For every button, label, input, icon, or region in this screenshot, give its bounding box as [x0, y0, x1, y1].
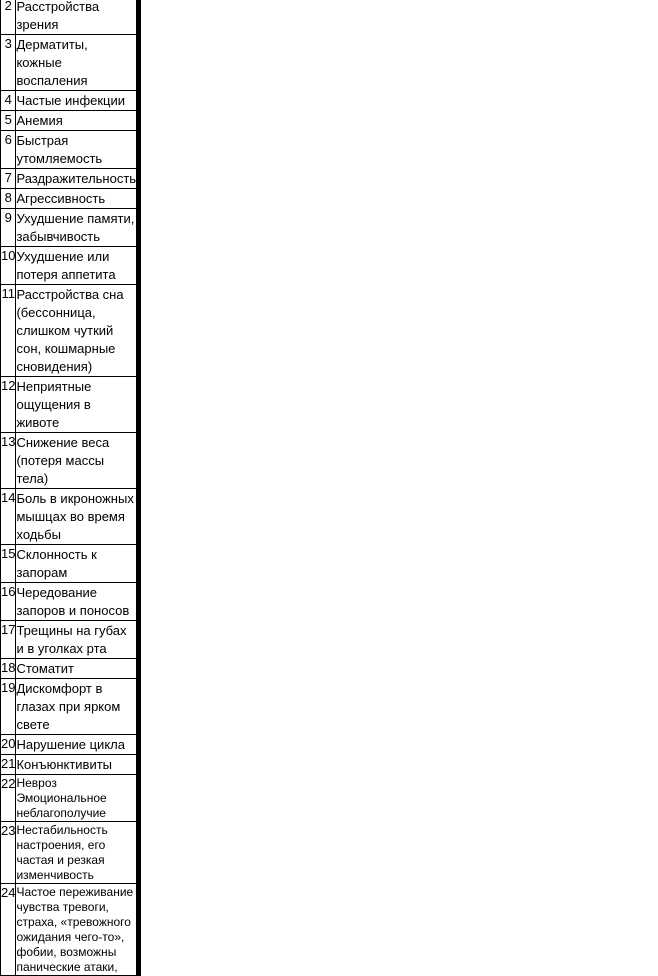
- answer-cell[interactable]: [140, 433, 141, 489]
- answer-cell[interactable]: [140, 583, 141, 621]
- answer-cell[interactable]: [140, 111, 141, 131]
- row-number: 4: [1, 91, 16, 111]
- table-row: [1, 247, 141, 285]
- symptom-cell: Невроз Эмоциональное неблагополучие: [16, 775, 137, 822]
- symptom-cell: Неприятные ощущения в животе: [16, 377, 137, 433]
- row-number: 20: [1, 735, 16, 755]
- answer-cell[interactable]: [140, 659, 141, 679]
- table-row: [1, 659, 141, 679]
- table-row: [1, 735, 141, 755]
- answer-cell[interactable]: [140, 35, 141, 91]
- answer-cell[interactable]: [140, 621, 141, 659]
- table-row: [1, 35, 141, 91]
- row-number: 6: [1, 131, 16, 169]
- table-row: [1, 822, 141, 884]
- table-row: [1, 111, 141, 131]
- row-number: 16: [1, 583, 16, 621]
- symptom-cell: Расстройства сна (бессонница, слишком чуткий сон, кошмарные сновидения): [16, 285, 137, 377]
- row-number: 23: [1, 822, 16, 884]
- row-number: 14: [1, 489, 16, 545]
- answer-cell[interactable]: [140, 679, 141, 735]
- table-row: [1, 169, 141, 189]
- answer-cell[interactable]: [140, 822, 141, 884]
- answer-cell[interactable]: [140, 91, 141, 111]
- answer-cell[interactable]: [140, 247, 141, 285]
- symptom-cell: Раздражительность: [16, 169, 137, 189]
- symptom-cell: Дерматиты, кожные воспаления: [16, 35, 137, 91]
- table-row: [1, 91, 141, 111]
- symptom-cell: Нестабильность настроения, его частая и резкая изменчивость: [16, 822, 137, 884]
- row-number: 21: [1, 755, 16, 775]
- answer-cell[interactable]: [140, 884, 141, 976]
- row-number: 10: [1, 247, 16, 285]
- row-number: 7: [1, 169, 16, 189]
- answer-cell[interactable]: [140, 189, 141, 209]
- answer-cell[interactable]: [140, 377, 141, 433]
- row-number: 3: [1, 35, 16, 91]
- row-number: 13: [1, 433, 16, 489]
- table-row: [1, 0, 141, 35]
- symptom-cell: Ухудшение или потеря аппетита: [16, 247, 137, 285]
- answer-cell[interactable]: [140, 169, 141, 189]
- symptom-cell: Агрессивность: [16, 189, 137, 209]
- answer-cell[interactable]: [140, 775, 141, 822]
- answer-cell[interactable]: [140, 735, 141, 755]
- row-number: 18: [1, 659, 16, 679]
- table-row: [1, 545, 141, 583]
- row-number: 9: [1, 209, 16, 247]
- row-number: 8: [1, 189, 16, 209]
- answer-cell[interactable]: [140, 131, 141, 169]
- symptom-cell: Ухудшение памяти, забывчивость: [16, 209, 137, 247]
- table-row: [1, 131, 141, 169]
- symptom-cell: Нарушение цикла: [16, 735, 137, 755]
- table-row: [1, 583, 141, 621]
- answer-cell[interactable]: [140, 285, 141, 377]
- answer-cell[interactable]: [140, 545, 141, 583]
- symptom-cell: Боль в икроножных мышцах во время ходьбы: [16, 489, 137, 545]
- symptom-cell: Конъюнктивиты: [16, 755, 137, 775]
- table-row: [1, 433, 141, 489]
- symptom-cell: Частые инфекции: [16, 91, 137, 111]
- table-row: [1, 775, 141, 822]
- symptom-cell: Склонность к запорам: [16, 545, 137, 583]
- row-number: 22: [1, 775, 16, 822]
- row-number: 15: [1, 545, 16, 583]
- table-row: [1, 489, 141, 545]
- symptom-cell: Трещины на губах и в уголках рта: [16, 621, 137, 659]
- answer-cell[interactable]: [140, 489, 141, 545]
- answer-cell[interactable]: [140, 0, 141, 35]
- table-row: [1, 755, 141, 775]
- row-number: 11: [1, 285, 16, 377]
- table-row: [1, 209, 141, 247]
- row-number: 5: [1, 111, 16, 131]
- row-number: 17: [1, 621, 16, 659]
- symptom-cell: Частое переживание чувства тревоги, страха, «тревожного ожидания чего-то», фобии, возможны панические атаки,: [16, 884, 137, 976]
- symptom-table: [0, 0, 141, 976]
- row-number: 12: [1, 377, 16, 433]
- symptom-cell: Расстройства зрения: [16, 0, 137, 35]
- table-row: [1, 285, 141, 377]
- table-row: [1, 621, 141, 659]
- row-number: 19: [1, 679, 16, 735]
- symptom-cell: Снижение веса (потеря массы тела): [16, 433, 137, 489]
- answer-cell[interactable]: [140, 755, 141, 775]
- row-number: 2: [1, 0, 16, 35]
- symptom-cell: Дискомфорт в глазах при ярком свете: [16, 679, 137, 735]
- symptom-cell: Стоматит: [16, 659, 137, 679]
- row-number: 24: [1, 884, 16, 976]
- table-row: [1, 377, 141, 433]
- answer-cell[interactable]: [140, 209, 141, 247]
- symptom-cell: Анемия: [16, 111, 137, 131]
- symptom-cell: Быстрая утомляемость: [16, 131, 137, 169]
- table-row: [1, 884, 141, 976]
- symptom-cell: Чередование запоров и поносов: [16, 583, 137, 621]
- table-row: [1, 189, 141, 209]
- table-row: [1, 679, 141, 735]
